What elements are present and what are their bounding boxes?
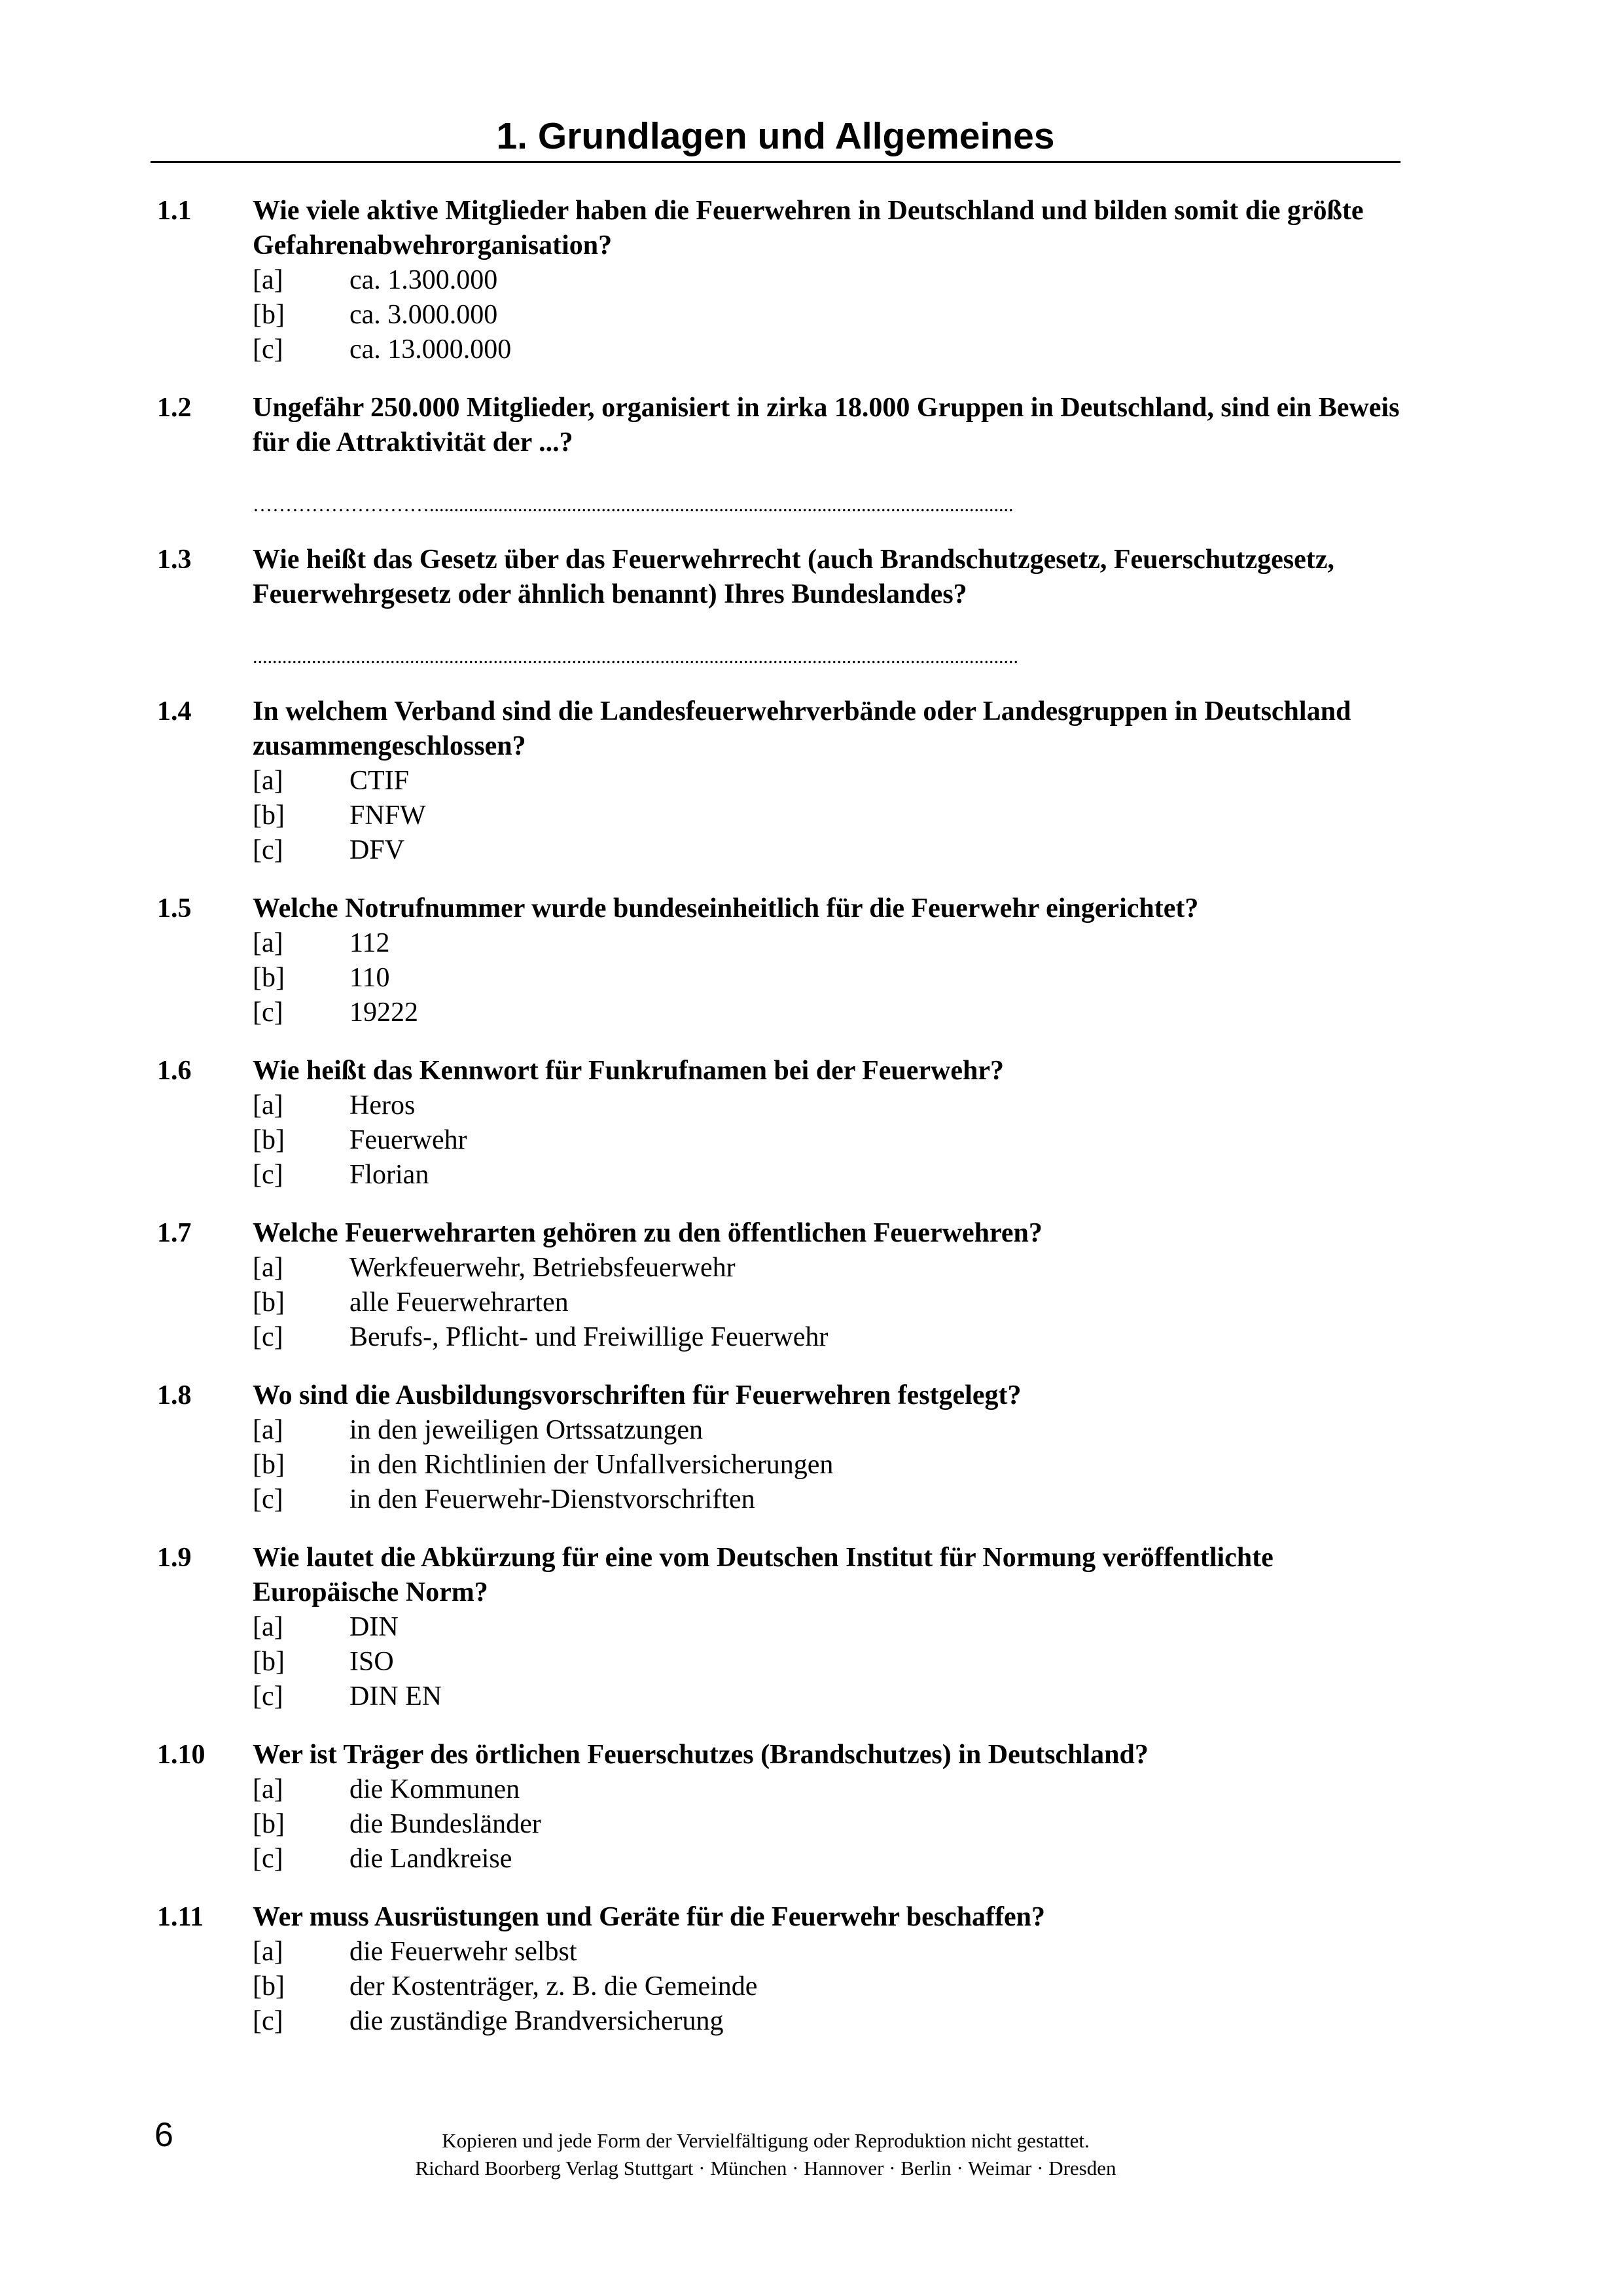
option-key: [b] — [253, 1809, 285, 1839]
option-a — [253, 1935, 1400, 1969]
option-a — [253, 1413, 1400, 1448]
option-b — [253, 798, 1400, 833]
question-text: Wer muss Ausrüstungen und Geräte für die Feuerwehr beschaffen? — [253, 1902, 1046, 1932]
option-key: [a] — [253, 1774, 283, 1804]
answer-line: ………………………....................................................................................................................... — [253, 494, 1014, 516]
question-text: Welche Feuerwehrarten gehören zu den öffentlichen Feuerwehren? — [253, 1218, 1043, 1248]
question-text: Wie heißt das Gesetz über das Feuerwehrrecht (auch Brandschutzgesetz, Feuerschutzgesetz, Feuerwehrgesetz oder ähnlich benannt) Ihres Bundeslandes? — [253, 545, 1334, 609]
option-key: [a] — [253, 1253, 283, 1283]
option-key: [c] — [253, 334, 283, 365]
option-key: [a] — [253, 766, 283, 796]
option-list — [253, 1413, 1400, 1517]
option-text: Werkfeuerwehr, Betriebsfeuerwehr — [349, 1253, 736, 1283]
option-text: die Feuerwehr selbst — [349, 1937, 577, 1967]
option-text: ISO — [349, 1647, 394, 1677]
question-number: 1.6 — [157, 1056, 192, 1086]
option-key: [c] — [253, 1322, 283, 1352]
option-a — [253, 1251, 1400, 1285]
option-key: [c] — [253, 1681, 283, 1712]
option-key: [a] — [253, 1937, 283, 1967]
option-a — [253, 263, 1400, 298]
option-text: ca. 1.300.000 — [349, 265, 498, 295]
option-b — [253, 961, 1400, 996]
option-text: die Bundesländer — [349, 1809, 541, 1839]
option-text: DIN EN — [349, 1681, 442, 1712]
option-key: [b] — [253, 1971, 285, 2001]
option-key: [b] — [253, 1287, 285, 1318]
option-key: [b] — [253, 1647, 285, 1677]
option-c — [253, 1320, 1400, 1355]
option-a — [253, 1772, 1400, 1807]
option-text: FNFW — [349, 800, 426, 831]
option-a — [253, 926, 1400, 961]
title-divider — [151, 161, 1400, 163]
option-text: Florian — [349, 1160, 429, 1190]
question-1-4 — [157, 694, 1400, 868]
option-text: die Kommunen — [349, 1774, 520, 1804]
question-number: 1.11 — [157, 1902, 204, 1932]
option-list — [253, 1088, 1400, 1193]
option-a — [253, 1610, 1400, 1645]
option-key: [c] — [253, 997, 283, 1028]
option-b — [253, 1645, 1400, 1679]
option-a — [253, 1088, 1400, 1123]
option-list — [253, 1610, 1400, 1714]
option-text: DIN — [349, 1612, 399, 1642]
option-c — [253, 1679, 1400, 1714]
option-key: [c] — [253, 1484, 283, 1515]
option-key: [b] — [253, 963, 285, 993]
question-1-3 — [157, 543, 1400, 671]
option-b — [253, 1969, 1400, 2004]
option-text: Feuerwehr — [349, 1125, 467, 1155]
question-1-11 — [157, 1900, 1400, 2039]
option-b — [253, 1123, 1400, 1158]
page-number: 6 — [154, 2116, 173, 2154]
footer-publisher: Richard Boorberg Verlag Stuttgart · München · Hannover · Berlin · Weimar · Dresden — [415, 2157, 1116, 2179]
question-1-6 — [157, 1054, 1400, 1193]
option-key: [c] — [253, 1844, 283, 1874]
option-text: Heros — [349, 1090, 416, 1121]
option-text: 112 — [349, 928, 390, 958]
footer — [262, 2127, 1270, 2182]
option-text: die Landkreise — [349, 1844, 512, 1874]
option-text: in den Richtlinien der Unfallversicherungen — [349, 1450, 834, 1480]
question-text: Wer ist Träger des örtlichen Feuerschutzes (Brandschutzes) in Deutschland? — [253, 1740, 1149, 1770]
option-text: DFV — [349, 835, 405, 865]
question-number: 1.10 — [157, 1740, 205, 1770]
option-c — [253, 996, 1400, 1030]
option-b — [253, 1448, 1400, 1482]
option-c — [253, 1842, 1400, 1876]
option-b — [253, 1285, 1400, 1320]
footer-copyright-notice: Kopieren und jede Form der Vervielfältigung oder Reproduktion nicht gestattet. — [442, 2129, 1090, 2152]
option-list — [253, 263, 1400, 367]
question-number: 1.4 — [157, 696, 192, 726]
option-key: [b] — [253, 1125, 285, 1155]
option-text: der Kostenträger, z. B. die Gemeinde — [349, 1971, 758, 2001]
option-c — [253, 2004, 1400, 2039]
option-text: in den jeweiligen Ortssatzungen — [349, 1415, 704, 1445]
question-1-8 — [157, 1378, 1400, 1517]
option-key: [a] — [253, 265, 283, 295]
option-key: [c] — [253, 1160, 283, 1190]
question-text: Ungefähr 250.000 Mitglieder, organisiert in zirka 18.000 Gruppen in Deutschland, sind ein Beweis für die Attraktivität der ...? — [253, 393, 1400, 457]
option-text: alle Feuerwehrarten — [349, 1287, 569, 1318]
option-text: ca. 3.000.000 — [349, 300, 498, 330]
option-b — [253, 298, 1400, 332]
option-c — [253, 332, 1400, 367]
option-key: [c] — [253, 2006, 283, 2036]
question-1-9 — [157, 1541, 1400, 1714]
option-c — [253, 1482, 1400, 1517]
option-c — [253, 833, 1400, 868]
option-list — [253, 1935, 1400, 2039]
question-text: Wie lautet die Abkürzung für eine vom Deutschen Institut für Normung veröffentlichte Europäische Norm? — [253, 1543, 1274, 1607]
question-1-7 — [157, 1216, 1400, 1355]
option-text: CTIF — [349, 766, 410, 796]
option-text: 19222 — [349, 997, 418, 1028]
option-list — [253, 1251, 1400, 1355]
question-number: 1.1 — [157, 196, 192, 226]
option-key: [a] — [253, 1612, 283, 1642]
question-text: Wo sind die Ausbildungsvorschriften für Feuerwehren festgelegt? — [253, 1380, 1022, 1410]
option-key: [a] — [253, 1415, 283, 1445]
option-key: [b] — [253, 300, 285, 330]
option-list — [253, 926, 1400, 1030]
option-list — [253, 1772, 1400, 1876]
option-key: [b] — [253, 1450, 285, 1480]
option-c — [253, 1158, 1400, 1193]
question-text: In welchem Verband sind die Landesfeuerwehrverbände oder Landesgruppen in Deutschland zusammengeschlossen? — [253, 696, 1351, 761]
chapter-title: 1. Grundlagen und Allgemeines — [496, 115, 1055, 157]
question-1-5 — [157, 891, 1400, 1030]
answer-line: ............................................................................................................................................................ — [253, 646, 1018, 668]
option-key: [b] — [253, 800, 285, 831]
option-text: Berufs-, Pflicht- und Freiwillige Feuerwehr — [349, 1322, 829, 1352]
option-b — [253, 1807, 1400, 1842]
option-a — [253, 764, 1400, 798]
question-list — [157, 194, 1400, 2062]
question-1-2 — [157, 391, 1400, 519]
question-text: Wie viele aktive Mitglieder haben die Feuerwehren in Deutschland und bilden somit die größte Gefahrenabwehrorganisation? — [253, 196, 1364, 260]
question-text: Wie heißt das Kennwort für Funkrufnamen bei der Feuerwehr? — [253, 1056, 1005, 1086]
question-number: 1.3 — [157, 545, 192, 575]
option-text: 110 — [349, 963, 390, 993]
option-key: [a] — [253, 928, 283, 958]
option-key: [a] — [253, 1090, 283, 1121]
question-number: 1.8 — [157, 1380, 192, 1410]
question-number: 1.2 — [157, 393, 192, 423]
question-number: 1.7 — [157, 1218, 192, 1248]
question-number: 1.9 — [157, 1543, 192, 1573]
question-number: 1.5 — [157, 893, 192, 924]
question-text: Welche Notrufnummer wurde bundeseinheitlich für die Feuerwehr eingerichtet? — [253, 893, 1199, 924]
option-text: ca. 13.000.000 — [349, 334, 512, 365]
option-text: in den Feuerwehr-Dienstvorschriften — [349, 1484, 755, 1515]
question-1-1 — [157, 194, 1400, 367]
option-key: [c] — [253, 835, 283, 865]
option-text: die zuständige Brandversicherung — [349, 2006, 724, 2036]
option-list — [253, 764, 1400, 868]
question-1-10 — [157, 1738, 1400, 1876]
